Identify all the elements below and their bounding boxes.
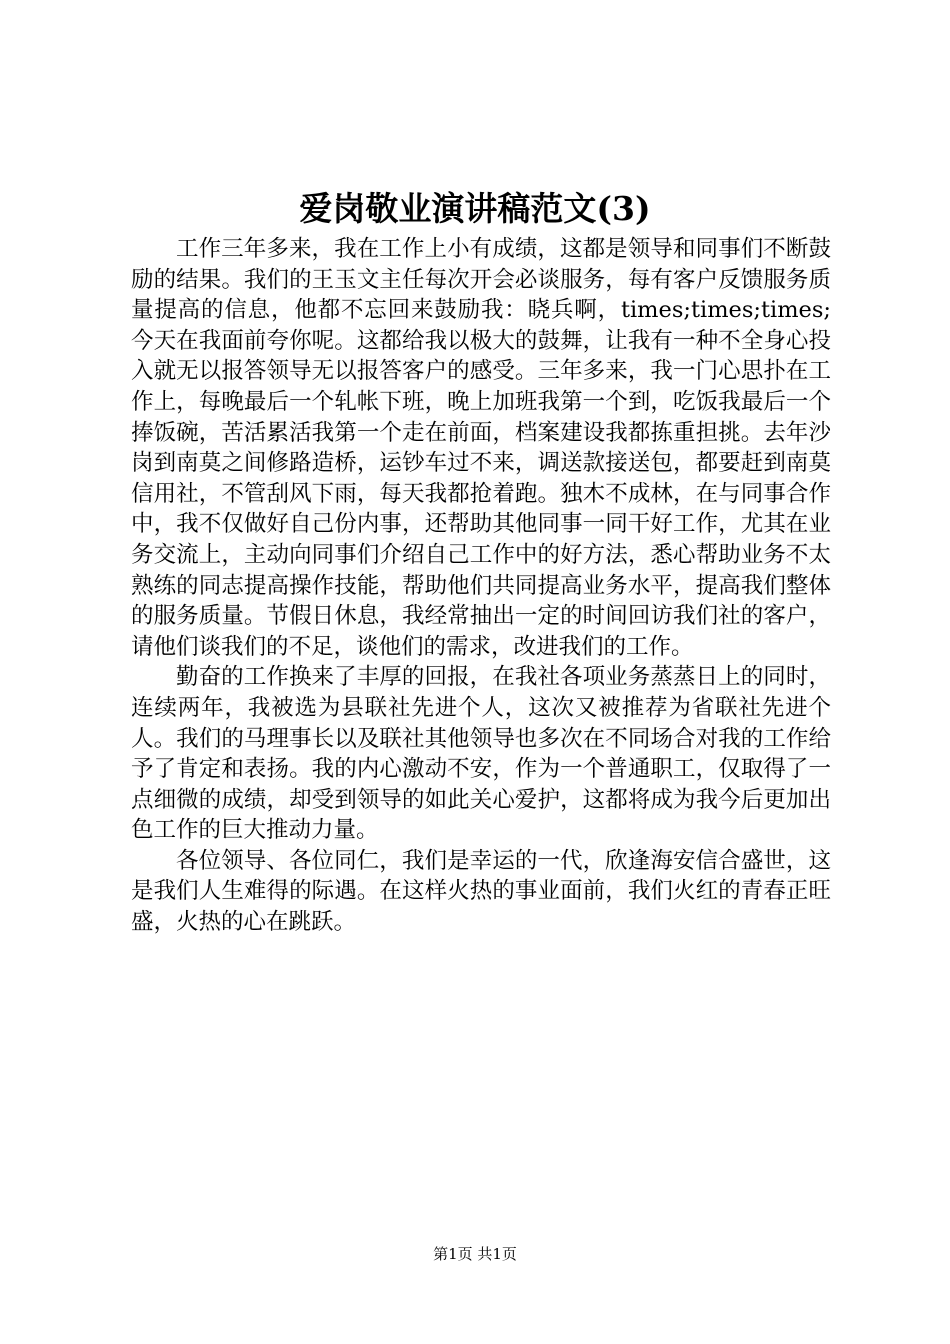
document-body [131,234,831,938]
document-title: 爱岗敬业演讲稿范文(3) [299,189,651,228]
page-footer: 第1页 共1页 [433,1245,517,1263]
paragraph-1: 工作三年多来，我在工作上小有成绩，这都是领导和同事们不断鼓励的结果。我们的王玉文主任每次开会必谈服务，每有客户反馈服务质量提高的信息，他都不忘回来鼓励我：晓兵啊，times;times;times;今天在我面前夸你呢。这都给我以极大的鼓舞，让我有一种不全身心投入就无以报答领导无以报答客户的感受。三年多来，我一门心思扑在工作上，每晚最后一个轧帐下班，晚上加班我第一个到，吃饭我最后一个捧饭碗，苦活累活我第一个走在前面，档案建设我都拣重担挑。去年沙岗到南莫之间修路造桥，运钞车过不来，调送款接送包，都要赶到南莫信用社，不管刮风下雨，每天我都抢着跑。独木不成林，在与同事合作中，我不仅做好自己份内事，还帮助其他同事一同干好工作，尤其在业务交流上，主动向同事们介绍自己工作中的好方法，悉心帮助业务不太熟练的同志提高操作技能，帮助他们共同提高业务水平，提高我们整体的服务质量。节假日休息，我经常抽出一定的时间回访我们社的客户，请他们谈我们的不足，谈他们的需求，改进我们的工作。 [131,236,831,660]
paragraph-3: 各位领导、各位同仁，我们是幸运的一代，欣逢海安信合盛世，这是我们人生难得的际遇。在这样火热的事业面前，我们火红的青春正旺盛，火热的心在跳跃。 [131,847,831,936]
paragraph-2: 勤奋的工作换来了丰厚的回报，在我社各项业务蒸蒸日上的同时，连续两年，我被选为县联社先进个人，这次又被推荐为省联社先进个人。我们的马理事长以及联社其他领导也多次在不同场合对我的工作给予了肯定和表扬。我的内心激动不安，作为一个普通职工，仅取得了一点细微的成绩，却受到领导的如此关心爱护，这都将成为我今后更加出色工作的巨大推动力量。 [131,664,831,844]
